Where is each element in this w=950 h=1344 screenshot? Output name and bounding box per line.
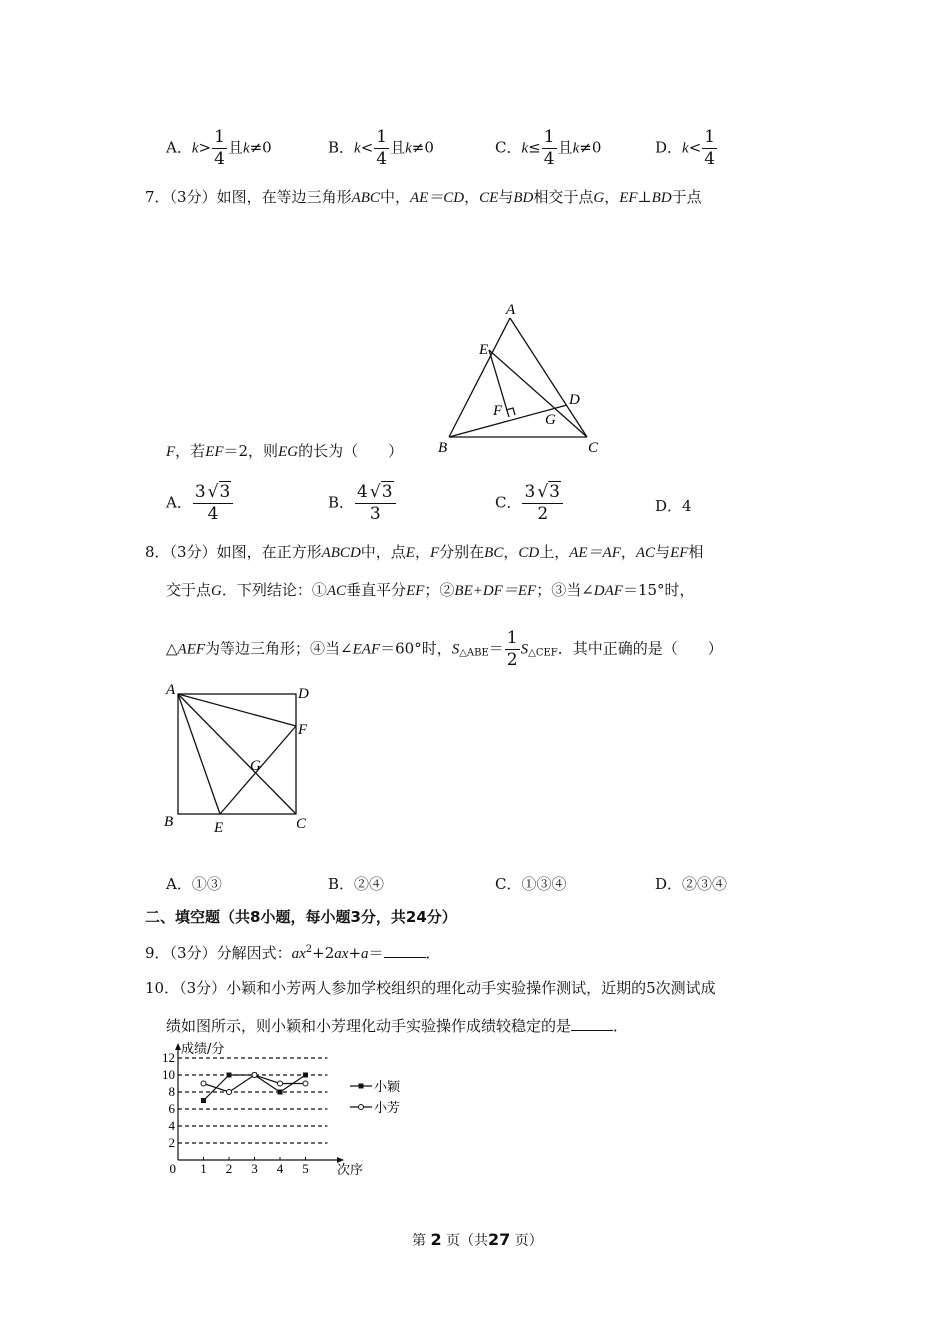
- q8-option-d: D．②③④: [655, 875, 728, 893]
- q8-option-c: C．①③④: [495, 875, 567, 893]
- x-axis-label: 次序: [337, 1163, 364, 1178]
- q8-stem-line2: 交于点G．下列结论：①AC垂直平分EF；②BE+DF＝EF；③当∠DAF＝15°时，: [166, 581, 695, 599]
- y-tick-label: 12: [162, 1050, 175, 1065]
- fraction: $\frac{4 √3}{3}$: [355, 484, 396, 523]
- q8-label-c: C: [296, 816, 307, 832]
- y-tick-label: 2: [168, 1135, 175, 1150]
- legend-label: 小芳: [374, 1101, 401, 1116]
- q8-label-d: D: [298, 686, 309, 702]
- chart-series: [201, 1073, 308, 1104]
- score-line-chart: [160, 1040, 420, 1180]
- q7-label-f: F: [493, 403, 503, 419]
- q6-option-b: B．k< $\frac{1}{4}$ 且k≠0: [328, 127, 434, 169]
- q8-option-a: A．①③: [166, 875, 222, 893]
- x-tick-label: 2: [225, 1161, 233, 1176]
- y-tick-label: 4: [168, 1118, 175, 1133]
- fraction: $\frac{1}{4}$: [543, 127, 555, 169]
- q7-label-e: E: [479, 342, 489, 358]
- y-tick-label: 8: [168, 1084, 175, 1099]
- q8-option-b: B．②④: [328, 875, 385, 893]
- fraction: $\frac{3 √3}{4}$: [193, 484, 234, 523]
- q7-label-d: D: [569, 392, 580, 408]
- chart-grid: [178, 1058, 328, 1143]
- y-tick-label: 6: [168, 1101, 175, 1116]
- q7-option-b: B． $\frac{4 √3}{3}$: [328, 484, 397, 523]
- x-tick-label: 5: [302, 1161, 309, 1176]
- q8-label-b: B: [164, 814, 174, 830]
- q7-option-c: C． $\frac{3 √3}{2}$: [495, 484, 564, 523]
- q8-label-a: A: [166, 682, 176, 698]
- data-point-circle: [278, 1081, 283, 1086]
- answer-blank: [571, 1016, 613, 1031]
- chart-legend: [350, 1079, 401, 1116]
- page-footer: 第 2 页（共27 页）: [412, 1230, 543, 1249]
- data-point-circle: [227, 1090, 232, 1095]
- fraction: $\frac{1}{2}$: [506, 628, 518, 670]
- legend-marker: [359, 1105, 364, 1110]
- origin-label: 0: [169, 1161, 176, 1176]
- fraction: $\frac{3 √3}{2}$: [522, 484, 563, 523]
- q8-label-f: F: [298, 722, 308, 738]
- legend-marker: [359, 1084, 364, 1089]
- x-tick-label: 1: [200, 1161, 207, 1176]
- q7-label-a: A: [506, 302, 516, 318]
- q8-stem-line3: △AEF为等边三角形；④当∠EAF＝60°时，$S_{\triangle ABE}=$ $\frac{1}{2}$ $S_{\triangle CEF}$．其中正确的是（ ）: [166, 628, 723, 670]
- q8-label-e: E: [214, 820, 224, 836]
- fraction: $\frac{1}{4}$: [214, 127, 225, 169]
- series-line: [204, 1075, 306, 1101]
- q7-triangle-figure: [430, 300, 610, 460]
- q7-label-c: C: [588, 440, 599, 456]
- data-point-circle: [303, 1081, 308, 1086]
- q6-option-a: A．k> $\frac{1}{4}$ 且k≠0: [166, 127, 272, 169]
- y-axis-label: 成绩/分: [181, 1042, 225, 1057]
- legend-label: 小颖: [374, 1080, 401, 1095]
- q7-stem-line1: 7．（3分）如图，在等边三角形ABC中，AE＝CD，CE与BD相交于点G，EF⊥BD于点: [145, 188, 702, 206]
- q8-label-g: G: [250, 758, 261, 774]
- y-tick-label: 10: [162, 1067, 175, 1082]
- fraction: $\frac{1}{4}$: [376, 127, 388, 169]
- q8-square-figure: [158, 680, 328, 840]
- data-point-square: [278, 1090, 283, 1095]
- section-title: 二、填空题（共8小题，每小题3分，共24分）: [145, 908, 457, 926]
- fraction: $\frac{1}{4}$: [704, 127, 716, 169]
- data-point-circle: [252, 1073, 257, 1078]
- data-point-circle: [201, 1081, 206, 1086]
- q7-option-a: A． $\frac{3 √3}{4}$: [166, 484, 234, 523]
- q7-label-b: B: [438, 440, 448, 456]
- x-tick-label: 3: [251, 1161, 258, 1176]
- data-point-square: [303, 1073, 308, 1078]
- q6-option-d: D．k< $\frac{1}{4}$: [655, 127, 716, 169]
- q10-stem-line1: 10．（3分）小颖和小芳两人参加学校组织的理化动手实验操作测试，近期的5次测试成: [145, 979, 716, 997]
- q8-stem-line1: 8．（3分）如图，在正方形ABCD中，点E，F分别在BC，CD上，AE＝AF，AC与EF相: [145, 543, 704, 561]
- data-point-square: [227, 1073, 232, 1078]
- q6-option-c: C．k≤ $\frac{1}{4}$ 且k≠0: [495, 127, 602, 169]
- x-tick-label: 4: [276, 1161, 284, 1176]
- q10-stem-line2: 绩如图所示，则小颖和小芳理化动手实验操作成绩较稳定的是 ．: [166, 1017, 629, 1035]
- data-point-square: [201, 1098, 206, 1103]
- q7-option-d: D．4: [655, 497, 692, 515]
- q7-stem-line2: F，若EF＝2，则EG的长为（ ）: [166, 442, 404, 460]
- q9-stem: 9．（3分）分解因式：$ax^2+2ax+a=$ ．: [145, 944, 441, 962]
- answer-blank: [384, 943, 426, 958]
- q7-label-g: G: [545, 412, 556, 428]
